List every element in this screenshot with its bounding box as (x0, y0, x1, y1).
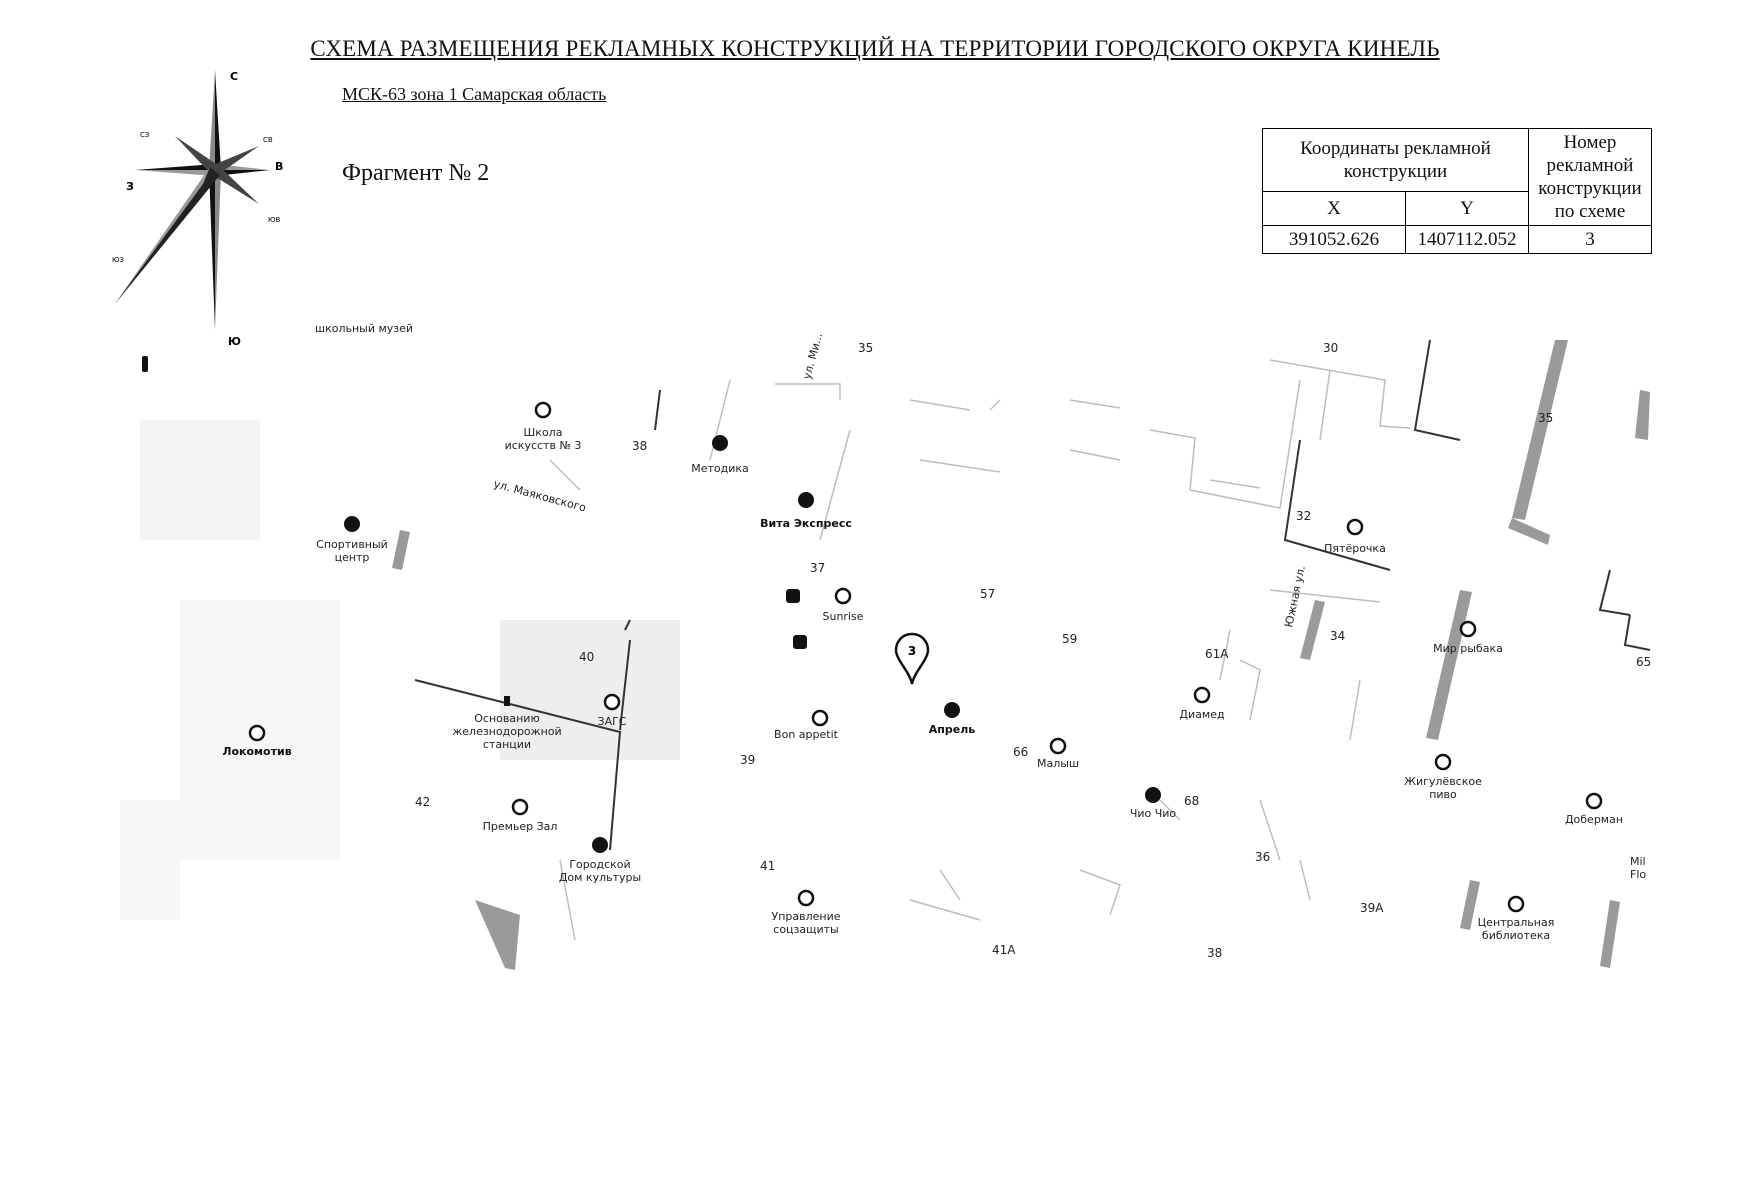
map-building-outline (1070, 400, 1120, 408)
poi-art-school[interactable] (505, 403, 582, 452)
poi-label: Flo (1630, 868, 1647, 881)
house-number: 37 (810, 561, 826, 575)
y-header-cell: Y (1406, 191, 1529, 225)
map-building-outline (1240, 660, 1260, 720)
poi-zhigulevskoe[interactable] (1404, 755, 1482, 801)
map-building-outline (1350, 680, 1360, 740)
poi-label: Диамед (1179, 708, 1225, 721)
office-icon (605, 695, 619, 709)
map-building-outline (775, 384, 840, 400)
compass-e-label: В (275, 160, 284, 173)
house-number: 41А (992, 943, 1016, 957)
house-number: 42 (415, 795, 431, 809)
map-texture-block (120, 800, 180, 920)
map-building-outline (910, 400, 970, 410)
house-number: 32 (1296, 509, 1312, 523)
poi-label: Управление (771, 910, 841, 923)
music-icon (592, 837, 608, 853)
cafe-icon (813, 711, 827, 725)
poi-label: центр (334, 551, 370, 564)
compass-north-shade (209, 70, 215, 170)
poi-label: Чио Чио (1129, 807, 1177, 820)
map-street-band (1426, 590, 1472, 740)
map-building-outline (910, 900, 980, 920)
poi-aprel[interactable] (929, 702, 976, 736)
y-value-cell: 1407112.052 (1406, 226, 1529, 254)
map-street-band (1512, 340, 1568, 520)
map-building-outline (940, 870, 960, 900)
poi-label: библиотека (1481, 929, 1551, 942)
map-edge-marker-icon (142, 356, 148, 372)
compass-west-shade (135, 170, 215, 176)
map-building-outline (1320, 370, 1330, 440)
poi-label: Жигулёвское (1404, 775, 1482, 788)
compass-south-ray (209, 170, 215, 330)
map-building-outline (990, 400, 1000, 410)
map-street-band (1508, 518, 1550, 545)
restaurant-icon (1145, 787, 1161, 803)
poi-doberman[interactable] (1565, 794, 1623, 826)
map-building-outline (1270, 590, 1380, 602)
poi-label: Дом культуры (558, 871, 642, 884)
medical-icon (1195, 688, 1209, 702)
page-title: СХЕМА РАЗМЕЩЕНИЯ РЕКЛАМНЫХ КОНСТРУКЦИЙ НА ТЕРРИТОРИИ ГОРОДСКОГО ОКРУГА КИНЕЛЬ (310, 36, 1440, 61)
house-number: 66 (1013, 745, 1029, 759)
poi-label: Основанию (474, 712, 540, 725)
map-building-outline (1270, 360, 1410, 428)
map-dark-outline (1600, 570, 1630, 615)
sport-icon (344, 516, 360, 532)
compass-w-label: З (126, 180, 134, 193)
poi-label: Школа (523, 426, 563, 439)
compass-south-shade (215, 170, 221, 330)
map-building-outline (1190, 380, 1300, 508)
poi-dom-kultury[interactable] (559, 837, 641, 884)
poi-sport-center[interactable] (316, 516, 388, 564)
poi-label: Премьер Зал (482, 820, 558, 833)
poi-vita-express[interactable] (760, 492, 852, 530)
poi-premier-zal[interactable] (483, 800, 558, 833)
library-icon (1509, 897, 1523, 911)
poi-label: соцзащиты (773, 923, 839, 936)
house-number: 34 (1330, 629, 1346, 643)
ad-structure-number: 3 (907, 644, 917, 658)
compass-sw-label: ЮЗ (112, 256, 125, 264)
map-texture-block (140, 420, 260, 540)
map-dark-outline (1625, 615, 1650, 650)
poi-label: Sunrise (822, 610, 864, 623)
cafe-icon (836, 589, 850, 603)
map-canvas (120, 322, 1652, 970)
number-header-cell: Номер рекламной конструкции по схеме (1529, 129, 1652, 226)
house-number: 59 (1062, 632, 1078, 646)
house-number: 35 (858, 341, 874, 355)
street-mayakovskogo: ул. Маяковского (492, 477, 588, 515)
poi-sunrise[interactable] (822, 589, 863, 623)
map-street-band (475, 900, 520, 970)
house-number: 39А (1360, 901, 1384, 915)
house-number: 39 (740, 753, 756, 767)
house-number: 38 (1207, 946, 1223, 960)
map-building-outline (1150, 430, 1195, 490)
poi-mir-rybaka[interactable] (1433, 622, 1503, 655)
compass-rose-icon (100, 66, 300, 346)
house-number: 61А (1205, 647, 1229, 661)
street-yuzhnaya: Южная ул. (1282, 564, 1309, 629)
pet-shop-icon (1587, 794, 1601, 808)
compass-nw-label: СЗ (140, 131, 150, 139)
house-number: 68 (1184, 794, 1200, 808)
poi-label: Мир рыбака (1433, 642, 1503, 655)
bus-stop-icon (786, 589, 800, 603)
map-street-band (392, 530, 410, 570)
shop-icon (1348, 520, 1362, 534)
number-value-cell: 3 (1529, 226, 1652, 254)
poi-label: Пятёрочка (1324, 542, 1386, 555)
map-dark-outline (655, 390, 660, 430)
poi-label: Малыш (1036, 757, 1080, 770)
poi-malysh[interactable] (1037, 739, 1079, 770)
poi-label: искусств № 3 (504, 439, 582, 452)
pharmacy-icon (944, 702, 960, 718)
poi-label: Bon appetit (774, 728, 838, 741)
poi-label: Методика (691, 462, 749, 475)
house-number: 30 (1323, 341, 1339, 355)
coords-header-cell: Координаты рекламной конструкции (1263, 129, 1529, 192)
poi-label: Локомотив (222, 745, 292, 758)
coordinates-table (1262, 128, 1652, 254)
house-number: 65 (1636, 655, 1652, 669)
x-header-cell: X (1263, 191, 1406, 225)
map-building-outline (1300, 860, 1310, 900)
house-number: 38 (632, 439, 648, 453)
poi-chio-chio[interactable] (1130, 787, 1177, 820)
map-street-band (1635, 390, 1650, 440)
poi-label: Спортивный (316, 538, 388, 551)
map-building-outline (550, 460, 580, 490)
poi-library[interactable] (1478, 897, 1555, 942)
poi-soczashchita[interactable] (771, 891, 840, 936)
stadium-icon (250, 726, 264, 740)
poi-bon-appetit[interactable] (774, 711, 839, 741)
poi-label: ЗАГС (597, 715, 627, 728)
office-icon (799, 891, 813, 905)
shop-icon (1051, 739, 1065, 753)
poi-cut-label: школьный музей (315, 322, 414, 335)
map-dark-outline (1415, 340, 1460, 440)
poi-pyaterochka[interactable] (1324, 520, 1386, 555)
compass-rose (100, 66, 300, 346)
school-icon (536, 403, 550, 417)
compass-n-label: С (230, 70, 239, 83)
poi-metodika[interactable] (691, 435, 749, 475)
map-building-outline (1210, 480, 1260, 488)
crs-label: МСК-63 зона 1 Самарская область (342, 84, 607, 104)
house-number: 40 (579, 650, 595, 664)
bus-stop-icon (793, 635, 807, 649)
x-value-cell: 391052.626 (1263, 226, 1406, 254)
poi-label: Городской (569, 858, 631, 871)
shop-icon (1461, 622, 1475, 636)
map-street-band (1600, 900, 1620, 968)
map-street-band (1300, 600, 1325, 660)
map-pin-icon (896, 634, 928, 684)
bar-icon (1436, 755, 1450, 769)
house-number: 35 (1538, 411, 1554, 425)
pharmacy-icon (798, 492, 814, 508)
medical-icon (712, 435, 728, 451)
house-number: 41 (760, 859, 776, 873)
monument-icon (504, 696, 510, 706)
map-fragment (120, 322, 1652, 970)
poi-label: пиво (1429, 788, 1457, 801)
map-building-outline (920, 460, 1000, 472)
compass-north-ray (215, 70, 221, 170)
compass-ne-label: СВ (263, 136, 273, 144)
compass-se-label: ЮВ (268, 216, 281, 224)
fragment-label: Фрагмент № 2 (342, 160, 490, 186)
poi-label: Mil (1630, 855, 1646, 868)
restaurant-icon (513, 800, 527, 814)
poi-label: Центральная (1477, 916, 1555, 929)
poi-label: станции (482, 738, 532, 751)
poi-label: Вита Экспресс (760, 517, 852, 530)
house-number: 57 (980, 587, 996, 601)
poi-label: железнодорожной (452, 725, 562, 738)
street-mi: ул. Ми... (800, 331, 826, 381)
ad-structure-marker[interactable] (896, 634, 928, 684)
map-building-outline (1070, 450, 1120, 460)
poi-label: Доберман (1564, 813, 1624, 826)
house-number: 36 (1255, 850, 1271, 864)
poi-label: Апрель (928, 723, 976, 736)
poi-mil-flo[interactable] (1630, 855, 1646, 881)
map-building-outline (1080, 870, 1120, 915)
compass-s-label: Ю (228, 335, 241, 348)
poi-diamed[interactable] (1179, 688, 1225, 721)
